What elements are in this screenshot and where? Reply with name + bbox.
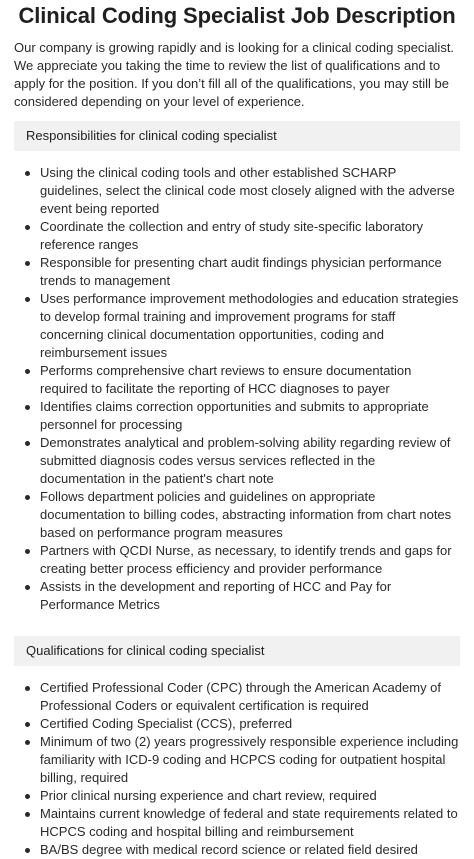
- bullet-icon: [25, 740, 30, 745]
- list-item: [40, 542, 460, 578]
- bullet-icon: [25, 495, 30, 500]
- bullet-icon: [25, 549, 30, 554]
- list-item: [40, 715, 460, 733]
- list-item-text: Coordinate the collection and entry of study site-specific laboratory reference ranges: [40, 219, 423, 252]
- bullet-icon: [25, 722, 30, 727]
- list-item: [40, 290, 460, 362]
- bullet-icon: [25, 848, 30, 853]
- list-item-text: Performs comprehensive chart reviews to ensure documentation required to facilitate the reporting of HCC diagnoses to payer: [40, 363, 412, 396]
- list-item: [40, 434, 460, 488]
- list-item-text: Responsible for presenting chart audit findings physician performance trends to management: [40, 255, 442, 288]
- list-item: [40, 218, 460, 254]
- list-item-text: Prior clinical nursing experience and chart review, required: [40, 788, 377, 803]
- list-item-text: Maintains current knowledge of federal and state requirements related to HCPCS coding and hospital billing and reimbursement: [40, 806, 458, 839]
- list-item-text: Partners with QCDI Nurse, as necessary, to identify trends and gaps for creating better process efficiency and provider performance: [40, 543, 452, 576]
- list-item-text: Certified Coding Specialist (CCS), preferred: [40, 716, 293, 731]
- list-item-text: BA/BS degree with medical record science or related field desired: [40, 842, 418, 857]
- list-item: [40, 578, 460, 614]
- list-item-text: Follows department policies and guidelines on appropriate documentation to billing codes, abstracting information from chart notes based on performance program measures: [40, 489, 452, 540]
- list-item: [40, 398, 460, 434]
- bullet-icon: [25, 812, 30, 817]
- bullet-icon: [25, 171, 30, 176]
- list-item-text: Assists in the development and reporting of HCC and Pay for Performance Metrics: [40, 579, 392, 612]
- list-item: [40, 787, 460, 805]
- list-item: [40, 733, 460, 787]
- list-item-text: Demonstrates analytical and problem-solving ability regarding review of submitted diagnosis codes versus services reflected in the documentation in the patient's chart note: [40, 435, 451, 486]
- bullet-icon: [25, 441, 30, 446]
- page-title: Clinical Coding Specialist Job Description: [18, 3, 456, 28]
- list-item-text: Minimum of two (2) years progressively responsible experience including familiarity with ICD-9 coding and HCPCS coding for outpatient hospital billing, required: [40, 734, 459, 785]
- list-item-text: Identifies claims correction opportunities and submits to appropriate personnel for processing: [40, 399, 429, 432]
- list-item-text: Using the clinical coding tools and other established SCHARP guidelines, select the clinical code most closely aligned with the adverse event being reported: [40, 165, 455, 216]
- bullet-icon: [25, 369, 30, 374]
- bullet-icon: [25, 261, 30, 266]
- bullet-icon: [25, 585, 30, 590]
- qualifications-heading: Qualifications for clinical coding specialist: [14, 636, 460, 666]
- responsibilities-list: [14, 164, 460, 614]
- bullet-icon: [25, 297, 30, 302]
- list-item: [40, 805, 460, 841]
- intro-paragraph: Our company is growing rapidly and is looking for a clinical coding specialist. We appreciate you taking the time to review the list of qualifications and to apply for the position. If you don’t fill all of the qualifications, you may still be considered depending on your level of experience.: [14, 40, 455, 109]
- bullet-icon: [25, 686, 30, 691]
- bullet-icon: [25, 794, 30, 799]
- section-spacer: [14, 614, 460, 626]
- bullet-icon: [25, 405, 30, 410]
- list-item: [40, 488, 460, 542]
- list-item: [40, 362, 460, 398]
- list-item: [40, 254, 460, 290]
- list-item-text: Certified Professional Coder (CPC) through the American Academy of Professional Coders or equivalent certification is required: [40, 680, 442, 713]
- qualifications-list: [14, 679, 460, 859]
- list-item: [40, 679, 460, 715]
- list-item: [40, 164, 460, 218]
- list-item: [40, 841, 460, 859]
- list-item-text: Uses performance improvement methodologies and education strategies to develop formal training and improvement programs for staff concerning clinical documentation opportunities, coding and reimbursement issues: [40, 291, 459, 360]
- bullet-icon: [25, 225, 30, 230]
- responsibilities-heading: Responsibilities for clinical coding specialist: [14, 121, 460, 151]
